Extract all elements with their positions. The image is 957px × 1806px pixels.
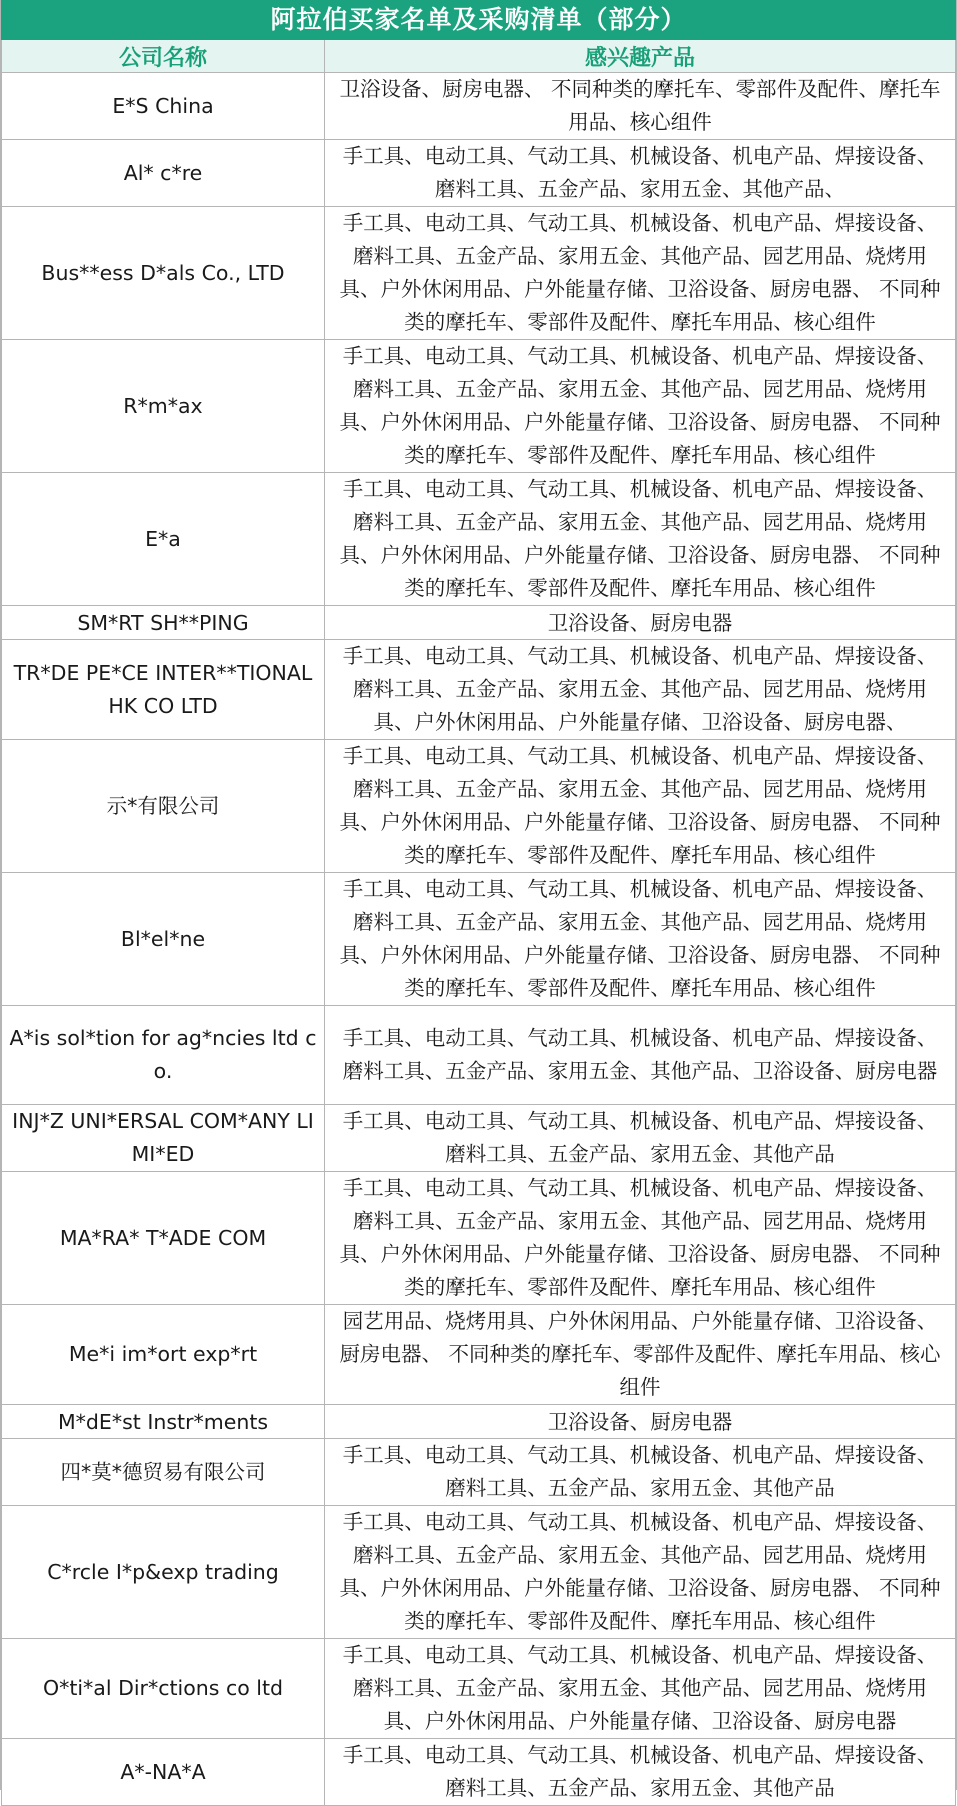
table-row bbox=[2, 740, 956, 873]
table-row bbox=[2, 1506, 956, 1639]
interested-products-cell: 手工具、电动工具、气动工具、机械设备、机电产品、焊接设备、磨料工具、五金产品、家用五金、其他产品、园艺用品、烧烤用具、户外休闲用品、户外能量存储、卫浴设备、厨房电器、 不同种类的摩托车、零部件及配件、摩托车用品、核心组件 bbox=[325, 740, 956, 873]
company-name-cell: TR*DE PE*CE INTER**TIONAL HK CO LTD bbox=[2, 640, 325, 740]
interested-products-cell: 手工具、电动工具、气动工具、机械设备、机电产品、焊接设备、磨料工具、五金产品、家用五金、其他产品、园艺用品、烧烤用具、户外休闲用品、户外能量存储、卫浴设备、厨房电器、 不同种类的摩托车、零部件及配件、摩托车用品、核心组件 bbox=[325, 873, 956, 1006]
company-name-cell: C*rcle I*p&exp trading bbox=[2, 1506, 325, 1639]
interested-products-cell: 手工具、电动工具、气动工具、机械设备、机电产品、焊接设备、磨料工具、五金产品、家用五金、其他产品、园艺用品、烧烤用具、户外休闲用品、户外能量存储、卫浴设备、厨房电器、 不同种类的摩托车、零部件及配件、摩托车用品、核心组件 bbox=[325, 1506, 956, 1639]
company-name-cell: SM*RT SH**PING bbox=[2, 606, 325, 640]
company-name-cell: M*dE*st Instr*ments bbox=[2, 1405, 325, 1439]
table-row bbox=[2, 207, 956, 340]
table-row bbox=[2, 1006, 956, 1105]
table-row bbox=[2, 1439, 956, 1506]
company-name-cell: E*S China bbox=[2, 73, 325, 140]
table-row bbox=[2, 1405, 956, 1439]
company-name-cell: 四*莫*德贸易有限公司 bbox=[2, 1439, 325, 1506]
table-row bbox=[2, 140, 956, 207]
company-name-cell: A*is sol*tion for ag*ncies ltd co. bbox=[2, 1006, 325, 1105]
table-row bbox=[2, 1739, 956, 1806]
table-header-row bbox=[2, 40, 956, 73]
table-row bbox=[2, 473, 956, 606]
interested-products-cell: 手工具、电动工具、气动工具、机械设备、机电产品、焊接设备、磨料工具、五金产品、家用五金、其他产品、园艺用品、烧烤用具、户外休闲用品、户外能量存储、卫浴设备、厨房电器、 不同种类的摩托车、零部件及配件、摩托车用品、核心组件 bbox=[325, 340, 956, 473]
interested-products-cell: 手工具、电动工具、气动工具、机械设备、机电产品、焊接设备、磨料工具、五金产品、家用五金、其他产品 bbox=[325, 1739, 956, 1806]
table-row bbox=[2, 1639, 956, 1739]
table-body bbox=[2, 73, 956, 1806]
interested-products-cell: 卫浴设备、厨房电器 bbox=[325, 606, 956, 640]
table-row bbox=[2, 1172, 956, 1305]
interested-products-cell: 手工具、电动工具、气动工具、机械设备、机电产品、焊接设备、磨料工具、五金产品、家用五金、其他产品、园艺用品、烧烤用具、户外休闲用品、户外能量存储、卫浴设备、厨房电器、 bbox=[325, 640, 956, 740]
company-name-cell: R*m*ax bbox=[2, 340, 325, 473]
table-row bbox=[2, 1305, 956, 1405]
interested-products-cell: 手工具、电动工具、气动工具、机械设备、机电产品、焊接设备、磨料工具、五金产品、家用五金、其他产品 bbox=[325, 1439, 956, 1506]
column-header-products: 感兴趣产品 bbox=[325, 40, 956, 73]
table-row bbox=[2, 73, 956, 140]
company-name-cell: E*a bbox=[2, 473, 325, 606]
table-row bbox=[2, 873, 956, 1006]
interested-products-cell: 手工具、电动工具、气动工具、机械设备、机电产品、焊接设备、磨料工具、五金产品、家用五金、其他产品、园艺用品、烧烤用具、户外休闲用品、户外能量存储、卫浴设备、厨房电器 bbox=[325, 1639, 956, 1739]
interested-products-cell: 手工具、电动工具、气动工具、机械设备、机电产品、焊接设备、磨料工具、五金产品、家用五金、其他产品、 bbox=[325, 140, 956, 207]
company-name-cell: Al* c*re bbox=[2, 140, 325, 207]
interested-products-cell: 手工具、电动工具、气动工具、机械设备、机电产品、焊接设备、磨料工具、五金产品、家用五金、其他产品 bbox=[325, 1105, 956, 1172]
page-title: 阿拉伯买家名单及采购清单（部分） bbox=[1, 0, 956, 40]
table-row bbox=[2, 640, 956, 740]
company-name-cell: Bl*el*ne bbox=[2, 873, 325, 1006]
company-name-cell: Me*i im*ort exp*rt bbox=[2, 1305, 325, 1405]
interested-products-cell: 手工具、电动工具、气动工具、机械设备、机电产品、焊接设备、磨料工具、五金产品、家用五金、其他产品、卫浴设备、厨房电器 bbox=[325, 1006, 956, 1105]
table-row bbox=[2, 340, 956, 473]
column-header-company: 公司名称 bbox=[2, 40, 325, 73]
interested-products-cell: 卫浴设备、厨房电器、 不同种类的摩托车、零部件及配件、摩托车用品、核心组件 bbox=[325, 73, 956, 140]
table-row bbox=[2, 1105, 956, 1172]
interested-products-cell: 手工具、电动工具、气动工具、机械设备、机电产品、焊接设备、磨料工具、五金产品、家用五金、其他产品、园艺用品、烧烤用具、户外休闲用品、户外能量存储、卫浴设备、厨房电器、 不同种类的摩托车、零部件及配件、摩托车用品、核心组件 bbox=[325, 473, 956, 606]
table-row bbox=[2, 606, 956, 640]
buyer-table bbox=[1, 40, 956, 1806]
company-name-cell: 示*有限公司 bbox=[2, 740, 325, 873]
interested-products-cell: 园艺用品、烧烤用具、户外休闲用品、户外能量存储、卫浴设备、厨房电器、 不同种类的摩托车、零部件及配件、摩托车用品、核心组件 bbox=[325, 1305, 956, 1405]
interested-products-cell: 卫浴设备、厨房电器 bbox=[325, 1405, 956, 1439]
interested-products-cell: 手工具、电动工具、气动工具、机械设备、机电产品、焊接设备、磨料工具、五金产品、家用五金、其他产品、园艺用品、烧烤用具、户外休闲用品、户外能量存储、卫浴设备、厨房电器、 不同种类的摩托车、零部件及配件、摩托车用品、核心组件 bbox=[325, 207, 956, 340]
company-name-cell: INJ*Z UNI*ERSAL COM*ANY LIMI*ED bbox=[2, 1105, 325, 1172]
company-name-cell: MA*RA* T*ADE COM bbox=[2, 1172, 325, 1305]
interested-products-cell: 手工具、电动工具、气动工具、机械设备、机电产品、焊接设备、磨料工具、五金产品、家用五金、其他产品、园艺用品、烧烤用具、户外休闲用品、户外能量存储、卫浴设备、厨房电器、 不同种类的摩托车、零部件及配件、摩托车用品、核心组件 bbox=[325, 1172, 956, 1305]
company-name-cell: O*ti*al Dir*ctions co ltd bbox=[2, 1639, 325, 1739]
company-name-cell: Bus**ess D*als Co., LTD bbox=[2, 207, 325, 340]
company-name-cell: A*-NA*A bbox=[2, 1739, 325, 1806]
